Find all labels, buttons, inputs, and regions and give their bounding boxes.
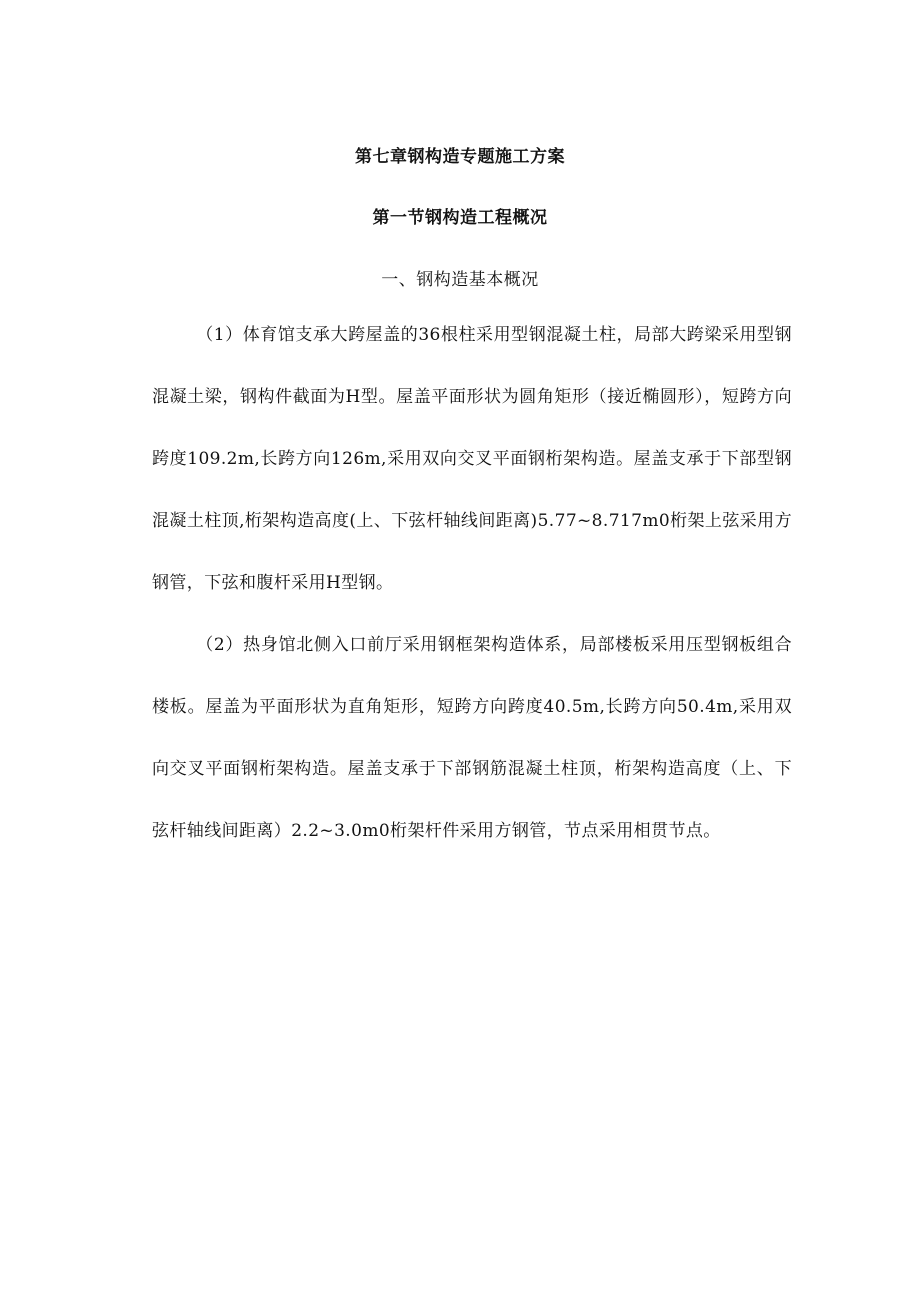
subsection-title: 一、钢构造基本概况 [381,270,539,290]
paragraph-warmup-hall: （2）热身馆北侧入口前厅采用钢框架构造体系，局部楼板采用压型钢板组合楼板。屋盖为平面形状为直角矩形，短跨方向跨度40.5m,长跨方向50.4m,采用双向交叉平面钢桁架构造。屋盖支承于下部钢筋混凝土柱顶，桁架构造高度（上、下弦杆轴线间距离）2.2~3.0m0桁架杆件采用方钢管，节点采用相贯节点。 [152,635,792,841]
chapter-title: 第七章钢构造专题施工方案 [355,147,565,167]
section-title: 第一节钢构造工程概况 [372,208,548,228]
paragraph-gymnasium: （1）体育馆支承大跨屋盖的36根柱采用型钢混凝土柱，局部大跨梁采用型钢混凝土梁，钢构件截面为H型。屋盖平面形状为圆角矩形（接近椭圆形），短跨方向跨度109.2m,长跨方向126m,采用双向交叉平面钢桁架构造。屋盖支承于下部型钢混凝土柱顶,桁架构造高度(上、下弦杆轴线间距离)5.77~8.717m0桁架上弦采用方钢管，下弦和腹杆采用H型钢。 [152,325,792,593]
